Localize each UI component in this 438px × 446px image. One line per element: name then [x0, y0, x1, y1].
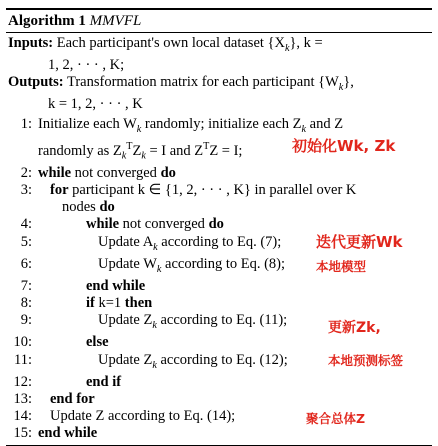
algorithm-title	[6, 10, 432, 32]
algo-line-5: 5: Update $A_k$ according to Eq. (7); 迭代更新Wk	[20, 232, 403, 253]
algo-line-9: 9: Update $Z_k$ according to Eq. (11); 更新Zk,	[20, 312, 381, 337]
inputs-text: Each participant's own local dataset $\{X_k\}$, k =	[56, 35, 323, 54]
algo-line-11: 11: Update $Z_k$ according to Eq. (12); 本地预测标签	[14, 351, 404, 371]
inputs-block	[8, 35, 432, 74]
algo-line-10: 10: else	[13, 334, 109, 351]
line-number: 1:	[20, 115, 32, 132]
annotation-init: 初始化Wk, Zk	[292, 136, 396, 155]
line-text: Initialize each W	[38, 115, 137, 132]
annotation-iter-title: 迭代更新Wk	[316, 232, 403, 251]
algo-line-8: 8: if k=1 then	[20, 295, 153, 311]
algo-line-6: 6: Update $W_k$ according to Eq. (8); 本地模型	[20, 255, 367, 275]
outputs-label: Outputs:	[8, 73, 64, 90]
algo-line-7: 7: end while	[20, 277, 146, 294]
algo-line-3-cont: nodes do	[62, 199, 115, 216]
algorithm-name: MMVFL	[89, 13, 142, 29]
annotation-aggregate: 聚合总体Z	[306, 411, 366, 426]
annotation-local-pred: 本地预测标签	[328, 352, 404, 368]
algo-line-4: 4: while not converged do	[20, 216, 224, 233]
algo-line-1: 1: Initialize each $W_k$ randomly; initialize each $Z_k$ and Z	[6, 116, 432, 138]
algo-line-3: 3: for participant k ∈ {1, 2, · · · , K} in parallel over K	[20, 182, 357, 198]
annotation-iter-sub: 本地模型	[316, 258, 367, 274]
io-section	[8, 35, 432, 113]
annotation-update-zk: 更新Zk,	[328, 320, 381, 337]
algo-line-15: 15: end while	[13, 425, 98, 442]
algo-line-13: 13: end for	[13, 390, 95, 407]
inputs-label: Inputs:	[8, 35, 54, 51]
algorithm-lines	[6, 116, 432, 443]
algo-line-2: 2: while not converged do	[20, 164, 176, 181]
algo-line-12: 12: end if	[13, 373, 122, 390]
algorithm-box	[6, 8, 432, 446]
algorithm-number: Algorithm 1	[8, 13, 86, 29]
outputs-continued: k = 1, 2, · · · , K	[48, 95, 143, 112]
algo-line-14: 14: Update Z according to Eq. (14); 聚合总体Z	[13, 408, 366, 426]
inputs-continued: 1, 2, · · · , K;	[48, 56, 125, 73]
algo-line-1-cont: randomly as $Z_k^TZ_k = I$ and $Z^TZ = I$; 初始化Wk, Zk	[38, 136, 396, 162]
outputs-block	[8, 74, 432, 113]
outputs-text: Transformation matrix for each participant $\{W_k\}$,	[66, 73, 354, 93]
title-rule	[6, 32, 432, 33]
